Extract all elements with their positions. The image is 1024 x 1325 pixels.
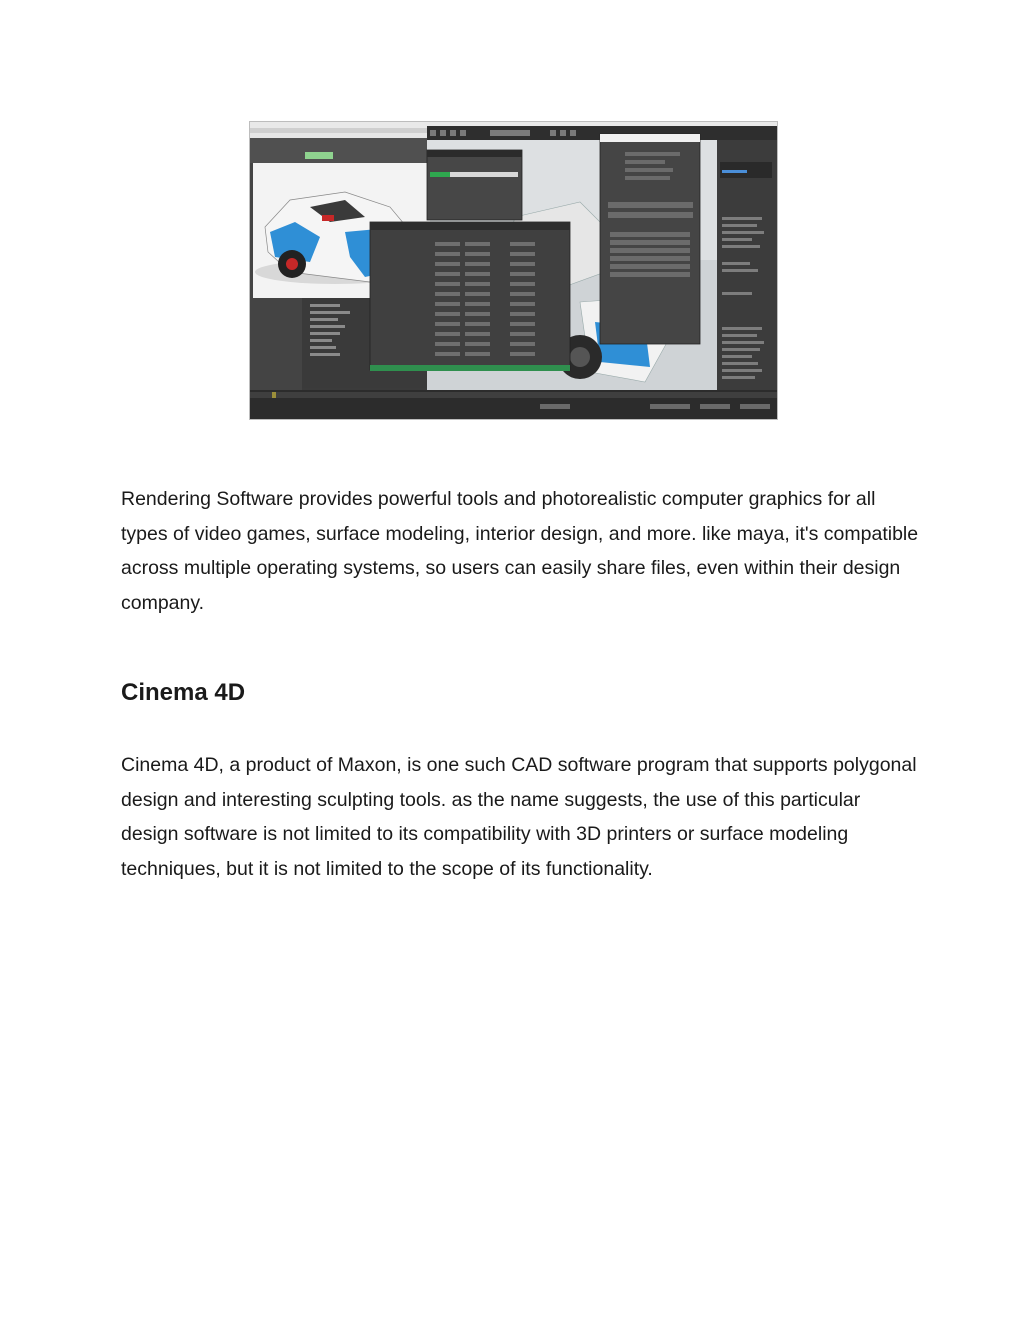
screenshot-illustration xyxy=(250,122,777,419)
cinema4d-paragraph: Cinema 4D, a product of Maxon, is one such CAD software program that supports polygonal design and interesting sculpting tools. as the name suggests, the use of this particular design software is not limited to its compatibility with 3D printers or surface modeling techniques, but it is not limited to the scope of its functionality. xyxy=(121,754,917,880)
software-screenshot-image xyxy=(249,121,778,420)
section-heading: Cinema 4D xyxy=(121,679,246,706)
intro-paragraph: Rendering Software provides powerful tools and photorealistic computer graphics for all types of video games, surface modeling, interior design, and more. like maya, it's compatible across multiple operating systems, so users can easily share files, even within their design company. xyxy=(121,488,919,614)
